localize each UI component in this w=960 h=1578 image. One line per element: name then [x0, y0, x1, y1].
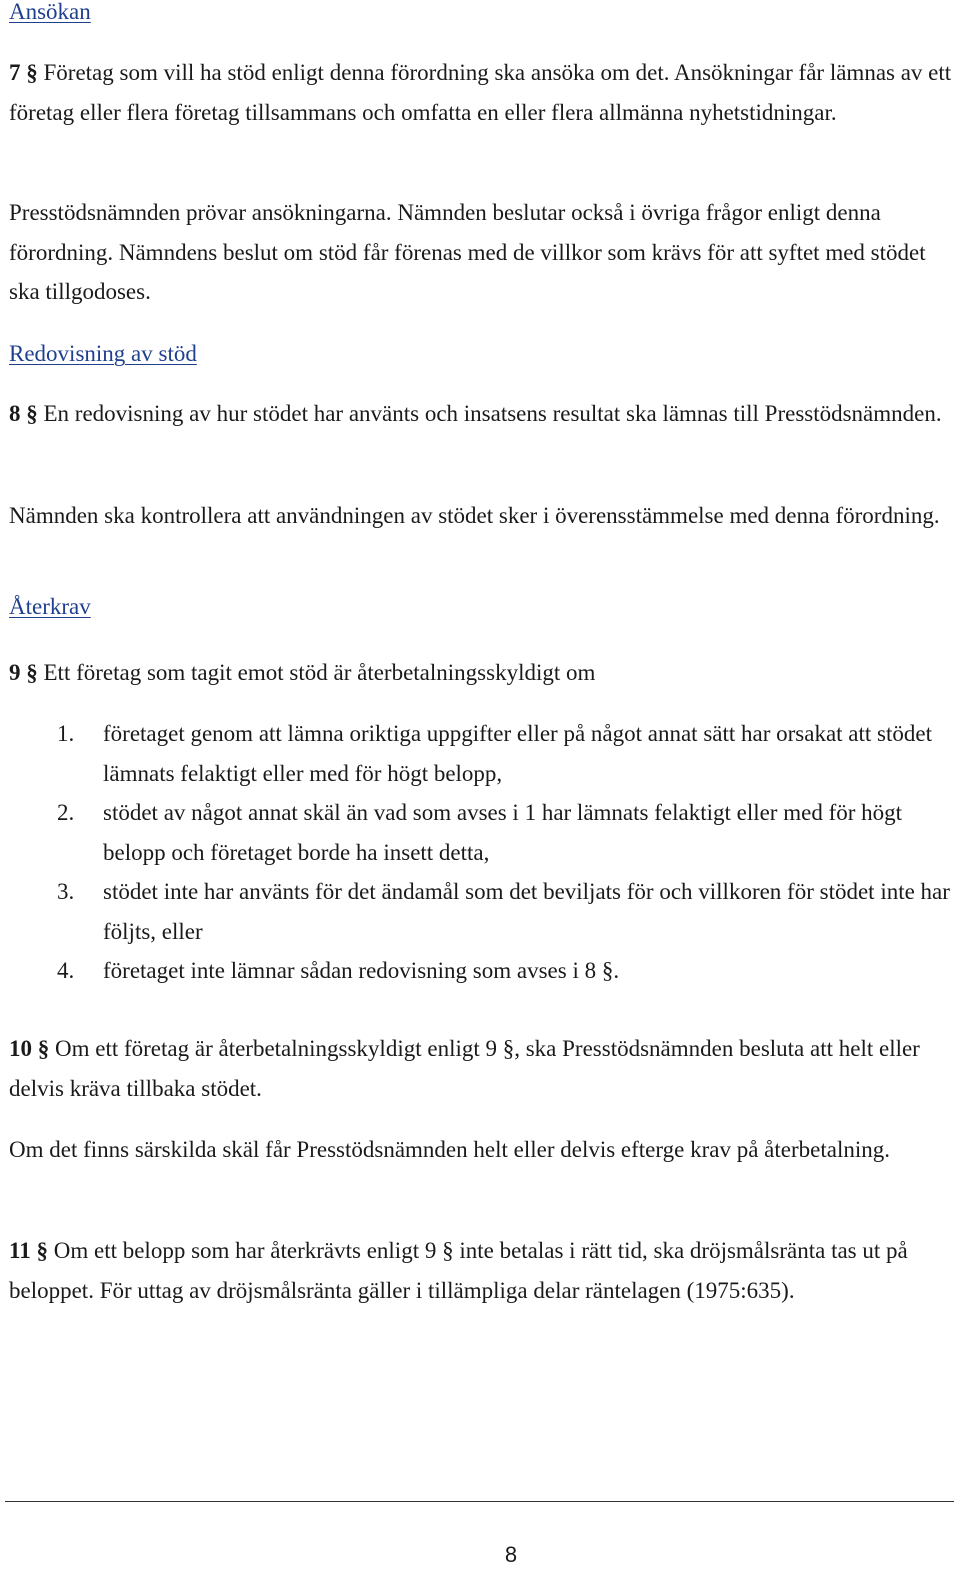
page-number: 8	[504, 1542, 518, 1567]
list-item-number: 2.	[57, 800, 75, 825]
section-number: 11	[9, 1238, 31, 1263]
section-10-paragraph-2: Om det finns särskilda skäl får Presstödsnämnden helt eller delvis efterge krav på återbetalning.	[9, 1137, 890, 1162]
list-item-number: 3.	[57, 879, 75, 904]
section-10	[9, 1029, 954, 1108]
section-text: Om ett företag är återbetalningsskyldigt enligt 9 §, ska Presstödsnämnden besluta att helt eller delvis kräva tillbaka stödet.	[9, 1036, 920, 1101]
heading-aterkrav: Återkrav	[9, 594, 91, 619]
paragraph-mark: §	[36, 1238, 48, 1263]
section-9-list	[9, 714, 954, 991]
list-item-text: företaget genom att lämna oriktiga uppgifter eller på något annat sätt har orsakat att stödet lämnats felaktigt eller med för högt belopp,	[103, 721, 932, 786]
section-text: Om ett belopp som har återkrävts enligt 9 § inte betalas i rätt tid, ska dröjsmålsränta tas ut på beloppet. För uttag av dröjsmålsränta gäller i tillämpliga delar räntelagen (1975:635).	[9, 1238, 908, 1303]
list-item-text: stödet inte har använts för det ändamål som det beviljats för och villkoren för stödet inte har följts, eller	[103, 879, 950, 944]
heading-ansokan: Ansökan	[9, 0, 91, 24]
section-9	[9, 653, 954, 693]
list-item	[9, 793, 954, 872]
section-8	[9, 394, 954, 434]
list-item-number: 4.	[57, 958, 75, 983]
list-item	[9, 872, 954, 951]
list-item	[9, 714, 954, 793]
list-item-number: 1.	[57, 721, 75, 746]
paragraph-mark: §	[26, 660, 38, 685]
section-number: 10	[9, 1036, 32, 1061]
section-7-paragraph-2: Presstödsnämnden prövar ansökningarna. Nämnden beslutar också i övriga frågor enligt denna förordning. Nämndens beslut om stöd får förenas med de villkor som krävs för att syftet med stödet ska tillgodoses.	[9, 200, 926, 304]
section-text: Ett företag som tagit emot stöd är återbetalningsskyldigt om	[43, 660, 596, 685]
list-item-text: stödet av något annat skäl än vad som avses i 1 har lämnats felaktigt eller med för högt belopp och företaget borde ha insett detta,	[103, 800, 903, 865]
section-number: 8	[9, 401, 21, 426]
section-text: Företag som vill ha stöd enligt denna förordning ska ansöka om det. Ansökningar får lämnas av ett företag eller flera företag tillsammans och omfatta en eller flera allmänna nyhetstidningar.	[9, 60, 952, 125]
section-number: 9	[9, 660, 21, 685]
section-7	[9, 53, 954, 132]
section-8-paragraph-2: Nämnden ska kontrollera att användningen av stödet sker i överensstämmelse med denna förordning.	[9, 503, 940, 528]
footer-divider	[5, 1501, 954, 1502]
section-11	[9, 1231, 954, 1310]
section-text: En redovisning av hur stödet har använts och insatsens resultat ska lämnas till Presstödsnämnden.	[43, 401, 942, 426]
paragraph-mark: §	[26, 401, 38, 426]
list-item	[9, 951, 954, 991]
paragraph-mark: §	[37, 1036, 50, 1061]
section-number: 7	[9, 60, 21, 85]
heading-redovisning: Redovisning av stöd	[9, 341, 197, 366]
paragraph-mark: §	[26, 60, 38, 85]
list-item-text: företaget inte lämnar sådan redovisning som avses i 8 §.	[103, 958, 620, 983]
